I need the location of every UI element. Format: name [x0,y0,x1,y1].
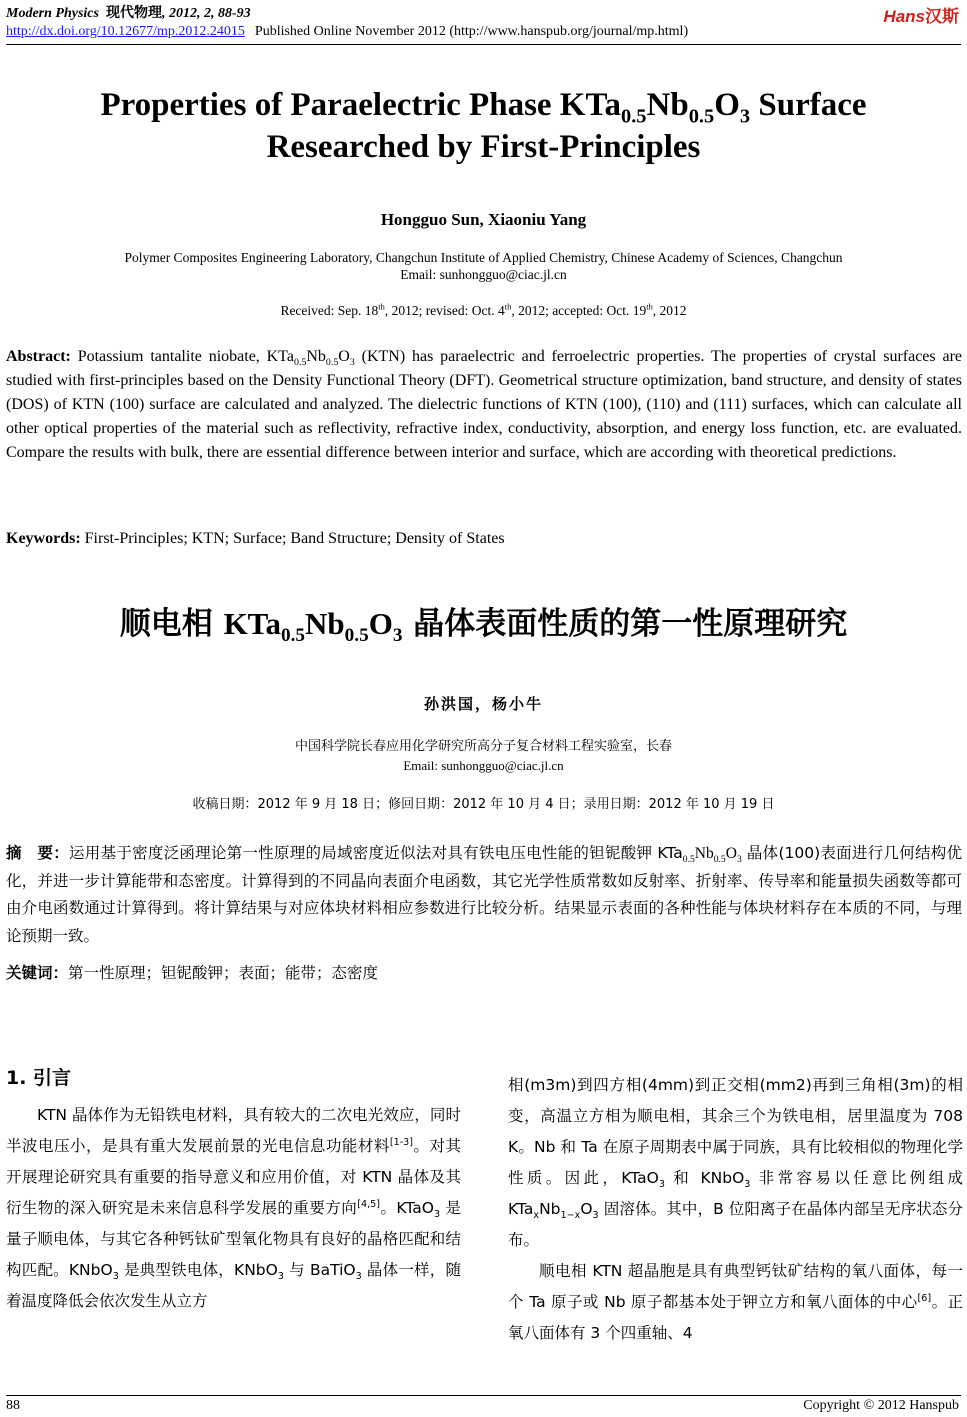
abstract-cn-sub: 3 [736,854,742,866]
formula-sub: 3 [592,1210,599,1222]
title-cn-sub: 0.5 [281,625,306,647]
authors-en: Hongguo Sun, Xiaoniu Yang [380,210,587,229]
abstract-cn-part: 晶体(100)表面进行几何结构优化，并进一步计算能带和态密度。计算得到的不同晶向表面介电函数，其它光学性质常数如反射率、折射率、传导率和能量损失函数等都可由介电函数通过计算得到。将计算结果与对应体块材料相应参数进行比较分析。结果显示表面的各种性能与体块材料存在本质的不同，与理论预期一致。 [6,844,962,945]
section-heading: 1. 引言 [6,1067,72,1089]
formula-sub: 3 [658,1179,665,1191]
body-text: 。正氧八面体有 3 个四重轴、4 [508,1293,963,1342]
abstract-cn-part: O [725,845,737,862]
title-cn-part: KTa [223,606,282,641]
body-paragraph [508,1070,963,1256]
journal-name: Modern Physics [6,6,99,21]
citation: [1-3] [389,1136,413,1148]
journal-issue: , 2012, 2, 88-93 [161,6,251,21]
abstract-cn-part: 运用基于密度泛函理论第一性原理的局域密度近似法对具有铁电压电性能的钽铌酸钾 KTa [69,844,683,862]
affiliation-en-text: Polymer Composites Engineering Laboratory, Changchun Institute of Applied Chemistry, Chinese Academy of Sciences, Changchun [124,250,843,265]
published-online: Published Online November 2012 (http://www.hanspub.org/journal/mp.html) [254,24,689,39]
email-en: Email: sunhongguo@ciac.jl.cn [400,267,567,282]
keywords-text: First-Principles; KTN; Surface; Band Structure; Density of States [80,530,505,547]
citation: [6] [917,1292,932,1304]
body-text: Nb [539,1200,561,1218]
title-en-sub: 0.5 [620,105,647,128]
received-sup: th [504,302,512,312]
body-text: 相(m3m)到四方相(4mm)到正交相(mm2)再到三角相(3m)的相变，高温立方相为顺电相，其余三个为铁电相，居里温度为 708 K。Nb 和 Ta 在原子周期表中属于同族，具有比较相似的物理化学性质。因此，KTaO [508,1076,963,1187]
title-cn-part: O [368,606,393,641]
title-cn-part: 顺电相 [119,606,224,642]
abstract-cn-part: Nb [694,845,714,862]
citation: [4,5] [357,1198,380,1210]
body-text: 与 BaTiO [283,1261,356,1279]
abstract-part: Potassium tantalite niobate, KTa [70,348,294,365]
abstract-sub: 3 [349,357,355,369]
formula-sub: x [533,1210,540,1222]
journal-header [6,2,251,22]
page-number: 88 [6,1398,20,1413]
body-text: 。KTaO [379,1199,434,1217]
title-cn [0,598,967,647]
body-text: 是典型铁电体，KNbO [118,1261,278,1279]
body-paragraph [6,1100,461,1317]
received-part: , 2012 [652,303,687,318]
copyright: Copyright © 2012 Hanspub [803,1398,959,1413]
body-text: 非常容易以任意比例组成 KTa [508,1169,963,1218]
abstract-en [6,345,962,465]
journal-name-cn: 现代物理 [105,5,162,21]
abstract-part: Nb [306,348,326,365]
title-cn-sub: 3 [392,625,403,647]
logo-latin: Hans [883,7,925,26]
received-sup: th [646,302,653,312]
footer-divider [6,1395,961,1396]
title-en-line2: Researched by First-Principles [266,129,701,165]
title-en-part: O [714,87,740,123]
keywords-cn-text: 第一性原理；钽铌酸钾；表面；能带；态密度 [68,964,379,982]
affiliation-cn [0,737,967,775]
email-cn: Email: sunhongguo@ciac.jl.cn [403,758,564,773]
abstract-cn-label: 摘 要： [6,844,70,862]
abstract-cn-sub: 0.5 [713,854,726,866]
body-text: 顺电相 KTN 超晶胞是具有典型钙钛矿结构的氧八面体，每一个 Ta 原子或 Nb 原子都基本处于钾立方和氧八面体的中心 [508,1262,963,1311]
title-en [0,84,967,168]
abstract-part: O [338,348,350,365]
formula-sub: 3 [744,1179,751,1191]
received-part: , 2012; accepted: Oct. 19 [511,303,647,318]
title-en-part: Surface [750,87,867,123]
body-text: KTN 晶体作为无铅铁电材料，具有较大的二次电光效应，同时半波电压小，是具有重大发展前景的光电信息功能材料 [6,1106,461,1155]
body-text: O [580,1200,593,1218]
formula-sub: 3 [112,1271,119,1283]
received-en [0,303,967,319]
logo-cn: 汉斯 [925,7,959,27]
title-cn-part: 晶体表面性质的第一性原理研究 [402,606,848,642]
keywords-en [6,530,505,548]
abstract-cn [6,840,962,950]
title-en-part: Properties of Paraelectric Phase KTa [100,87,621,123]
doi-link[interactable]: http://dx.doi.org/10.12677/mp.2012.24015 [6,24,245,39]
title-cn-sub: 0.5 [344,625,369,647]
body-text: 是量子顺电体，与其它各种钙钛矿型氧化物具有良好的晶格匹配和结构匹配。KNbO [6,1199,461,1279]
formula-sub: 3 [355,1271,362,1283]
body-text: 晶体一样，随着温度降低会依次发生从立方 [6,1261,461,1310]
abstract-sub: 0.5 [325,357,339,369]
journal-links [6,24,688,40]
abstract-cn-sub: 0.5 [682,854,695,866]
received-sup: th [378,302,385,312]
abstract-label: Abstract: [6,348,71,365]
hanspub-logo [883,2,959,27]
keywords-cn-label: 关键词： [6,964,69,982]
received-cn: 收稿日期：2012 年 9 月 18 日；修回日期：2012 年 10 月 4 日；录用日期：2012 年 10 月 19 日 [192,797,775,812]
authors-cn: 孙洪国，杨小牛 [423,695,543,713]
title-cn-part: Nb [305,606,345,641]
title-en-part: Nb [646,87,689,123]
formula-sub: 3 [433,1209,441,1221]
keywords-cn [6,961,378,983]
keywords-label: Keywords: [6,530,81,547]
received-part: Received: Sep. 18 [280,303,379,318]
formula-sub: 1−x [560,1210,581,1222]
affiliation-en [0,249,967,283]
title-en-sub: 0.5 [688,105,715,128]
body-paragraph [508,1256,963,1349]
formula-sub: 3 [277,1271,284,1283]
abstract-sub: 0.5 [293,357,307,369]
body-text: 固溶体。其中，B 位阳离子在晶体内部呈无序状态分布。 [508,1200,963,1249]
abstract-part: (KTN) has paraelectric and ferroelectric properties. The properties of crystal surfaces are studied with first-principles based on the Density Functional Theory (DFT). Geometrical structure optimization, band structure, and density of states (DOS) of KTN (100) surface are calculated and analyzed. The dielectric functions of KTN (100), (110) and (111) surfaces, which can calculate all other optical properties of the material such as reflectivity, refractive index, conductivity, absorption, and energy loss function, etc. are evaluated. Compare the results with bulk, there are essential difference between interior and surface, which are according with theoretical predictions. [6,348,962,461]
body-text: 和 KNbO [664,1169,745,1187]
body-text: 。对其开展理论研究具有重要的指导意义和应用价值，对 KTN 晶体及其衍生物的深入研究是未来信息科学发展的重要方向 [6,1137,461,1217]
affiliation-cn-text: 中国科学院长春应用化学研究所高分子复合材料工程实验室，长春 [294,739,672,754]
header-divider [6,44,961,45]
title-en-sub: 3 [739,105,751,128]
received-part: , 2012; revised: Oct. 4 [384,303,505,318]
body-column-left [6,1100,461,1317]
body-column-right [508,1070,963,1349]
